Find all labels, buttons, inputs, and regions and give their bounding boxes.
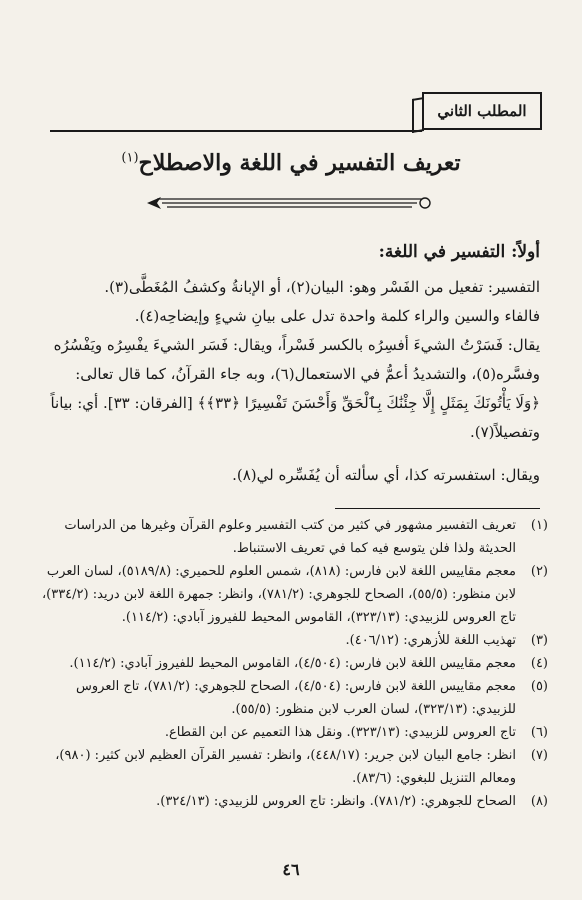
paragraph-4: ويقال: استفسرته كذا، أي سألته أن يُفَسِّره لي(٨). bbox=[232, 466, 540, 484]
footnote bbox=[38, 721, 548, 744]
section-label: المطلب الثاني bbox=[437, 102, 527, 120]
footnote bbox=[38, 514, 548, 560]
footnote bbox=[38, 652, 548, 675]
footnote bbox=[38, 560, 548, 629]
section-label-box bbox=[422, 92, 542, 130]
quran-verse: ﴿وَلَا يَأْتُونَكَ بِمَثَلٍ إِلَّا جِئْنَٰكَ بِٱلْحَقِّ وَأَحْسَنَ تَفْسِيرًا ﴿٣٣﴾﴾ [الفرقان: ٣٣]. أي: بياناً وتفصيلاً(٧). bbox=[50, 394, 540, 441]
footnote-text: تعريف التفسير مشهور في كثير من كتب التفسير وعلوم القرآن وغيرها من الدراسات الحديثة ولذا فلن يتوسع فيه كما في تعريف الاستنباط. bbox=[64, 518, 516, 556]
footnotes bbox=[38, 514, 548, 813]
footnote-number: (٢) bbox=[530, 564, 548, 579]
page-number: ٤٦ bbox=[282, 860, 300, 879]
footnote-number: (٧) bbox=[530, 748, 548, 763]
footnote bbox=[38, 790, 548, 813]
footnote-text: معجم مقاييس اللغة لابن فارس: (٤/٥٠٤)، الصحاح للجوهري: (٧٨١/٢)، تاج العروس للزبيدي: (٣٢٣/١٣)، لسان العرب لابن منظور: (٥٥/٥). bbox=[76, 679, 516, 717]
footnote-text: تهذيب اللغة للأزهري: (٤٠٦/١٢). bbox=[345, 633, 516, 648]
footnote-number: (٦) bbox=[530, 725, 548, 740]
body-text bbox=[40, 238, 540, 490]
page-title bbox=[60, 150, 522, 176]
footnote-text: الصحاح للجوهري: (٧٨١/٢). وانظر: تاج العروس للزبيدي: (٣٢٤/١٣). bbox=[156, 794, 516, 809]
footnote bbox=[38, 744, 548, 790]
title-footnote-ref: (١) bbox=[121, 150, 139, 166]
footnote-separator bbox=[335, 508, 540, 509]
footnote-text: معجم مقاييس اللغة لابن فارس: (٨١٨)، شمس العلوم للحميري: (٥١٨٩/٨)، لسان العرب لابن منظور: (٥٥/٥)، الصحاح للجوهري: (٧٨١/٢)، وانظر: جمهرة اللغة لابن دريد: (٣٣٤/٢)، تاج العروس للزبيدي: (٣٢٣/١٣)، القاموس المحيط للفيروز آبادي: (١١٤/٢). bbox=[41, 564, 516, 625]
title-ornament bbox=[147, 194, 432, 212]
footnote-number: (٨) bbox=[530, 794, 548, 809]
footnote-number: (٥) bbox=[530, 679, 548, 694]
footnote-text: تاج العروس للزبيدي: (٣٢٣/١٣). ونقل هذا التعميم عن ابن القطاع. bbox=[164, 725, 516, 740]
footnote-number: (٣) bbox=[530, 633, 548, 648]
footnote-text: معجم مقاييس اللغة لابن فارس: (٤/٥٠٤)، القاموس المحيط للفيروز آبادي: (١١٤/٢). bbox=[69, 656, 516, 671]
paragraph-2: فالفاء والسين والراء كلمة واحدة تدل على بيانِ شيءٍ وإيضاحِه(٤). bbox=[134, 307, 540, 325]
section-rule bbox=[50, 130, 422, 132]
footnote-number: (١) bbox=[530, 518, 548, 533]
title-text: تعريف التفسير في اللغة والاصطلاح bbox=[138, 150, 461, 176]
footnote bbox=[38, 629, 548, 652]
footnote-text: انظر: جامع البيان لابن جرير: (٤٤٨/١٧)، وانظر: تفسير القرآن العظيم لابن كثير: (٩٨٠)، ومعالم التنزيل للبغوي: (٨٣/٦). bbox=[55, 748, 516, 786]
footnote bbox=[38, 675, 548, 721]
subheading: أولاً: التفسير في اللغة: bbox=[378, 242, 540, 262]
footnote-number: (٤) bbox=[530, 656, 548, 671]
paragraph-3: يقال: فَسَرْتُ الشيءَ أفسِرُه بالكسر فَسْراً، ويقال: فَسَر الشيءَ يفْسِرُه ويَفْسُرُه وفسَّره(٥)، والتشديدُ أعمُّ في الاستعمال(٦)، وبه جاء القرآنُ، كما قال تعالى: bbox=[53, 336, 540, 383]
paragraph-1: التفسير: تفعيل من الفَسْر وهو: البيان(٢)، أو الإبانةُ وكشفُ المُغَطَّى(٣). bbox=[104, 278, 540, 296]
